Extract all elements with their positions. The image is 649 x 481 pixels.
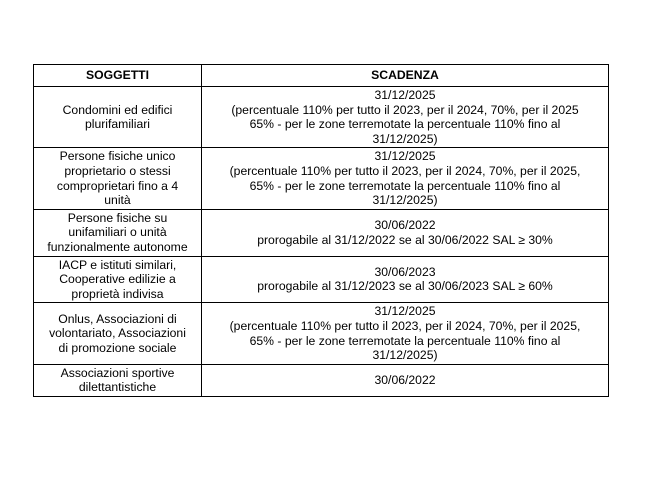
cell-line: plurifamiliari [84, 117, 150, 132]
cell-line: unità [104, 193, 131, 208]
soggetti-cell [34, 256, 202, 303]
table-row [34, 87, 609, 148]
cell-line: prorogabile al 31/12/2023 se al 30/06/2023 SAL ≥ 60% [257, 279, 553, 294]
table-row [34, 148, 609, 209]
cell-line: Associazioni sportive [60, 365, 175, 380]
cell-line: funzionalmente autonome [47, 239, 188, 254]
table-row [34, 256, 609, 303]
cell-line: IACP e istituti similari, [58, 257, 177, 272]
cell-line: volontariato, Associazioni [49, 326, 186, 341]
cell-line: comproprietari fino a 4 [56, 178, 179, 193]
cell-line: 65% - per le zone terremotate la percentuale 110% fino al [249, 178, 561, 193]
cell-line: di promozione sociale [58, 340, 177, 355]
scadenza-cell [202, 209, 609, 256]
cell-line: (percentuale 110% per tutto il 2023, per il 2024, 70%, per il 2025, [229, 163, 581, 178]
scadenza-cell [202, 364, 609, 396]
scadenza-cell [202, 148, 609, 209]
cell-line: 65% - per le zone terremotate la percentuale 110% fino al [249, 333, 561, 348]
soggetti-cell [34, 209, 202, 256]
table-row [34, 364, 609, 396]
cell-line: (percentuale 110% per tutto il 2023, per il 2024, 70%, per il 2025, [229, 318, 581, 333]
cell-line: proprietà indivisa [71, 286, 164, 301]
scadenza-cell [202, 303, 609, 364]
cell-line: Persone fisiche su [67, 210, 168, 225]
table-header-row [34, 65, 609, 87]
cell-line: dilettantistiche [78, 380, 157, 395]
cell-line: prorogabile al 31/12/2022 se al 30/06/2022 SAL ≥ 30% [257, 232, 553, 247]
cell-line: Onlus, Associazioni di [58, 311, 177, 326]
table-row [34, 209, 609, 256]
soggetti-cell [34, 303, 202, 364]
scadenza-cell [202, 256, 609, 303]
soggetti-cell [34, 148, 202, 209]
table-row [34, 303, 609, 364]
soggetti-cell [34, 87, 202, 148]
cell-line: 31/12/2025 [374, 88, 436, 102]
cell-line: 31/12/2025) [372, 193, 438, 208]
deadlines-table [33, 64, 609, 397]
cell-line: 31/12/2025 [374, 304, 436, 319]
cell-line: Cooperative edilizie a [59, 272, 176, 287]
cell-line: 30/06/2022 [374, 372, 436, 387]
cell-line: 65% - per le zone terremotate la percentuale 110% fino al [249, 117, 561, 132]
header-soggetti: SOGGETTI [34, 65, 202, 87]
cell-line: 31/12/2025) [372, 348, 438, 363]
cell-line: proprietario o stessi [64, 163, 171, 178]
cell-line: 30/06/2023 [374, 264, 436, 279]
cell-line: 31/12/2025 [374, 149, 436, 164]
header-scadenza: SCADENZA [202, 65, 609, 87]
cell-line: 30/06/2022 [374, 218, 436, 233]
cell-line: unifamiliari o unità [68, 225, 167, 240]
scadenza-cell [202, 87, 609, 148]
cell-line: Condomini ed edifici [62, 102, 173, 117]
cell-line: 31/12/2025) [372, 131, 438, 146]
cell-line: (percentuale 110% per tutto il 2023, per il 2024, 70%, per il 2025 [231, 102, 579, 117]
soggetti-cell [34, 364, 202, 396]
cell-line: Persone fisiche unico [59, 149, 176, 164]
